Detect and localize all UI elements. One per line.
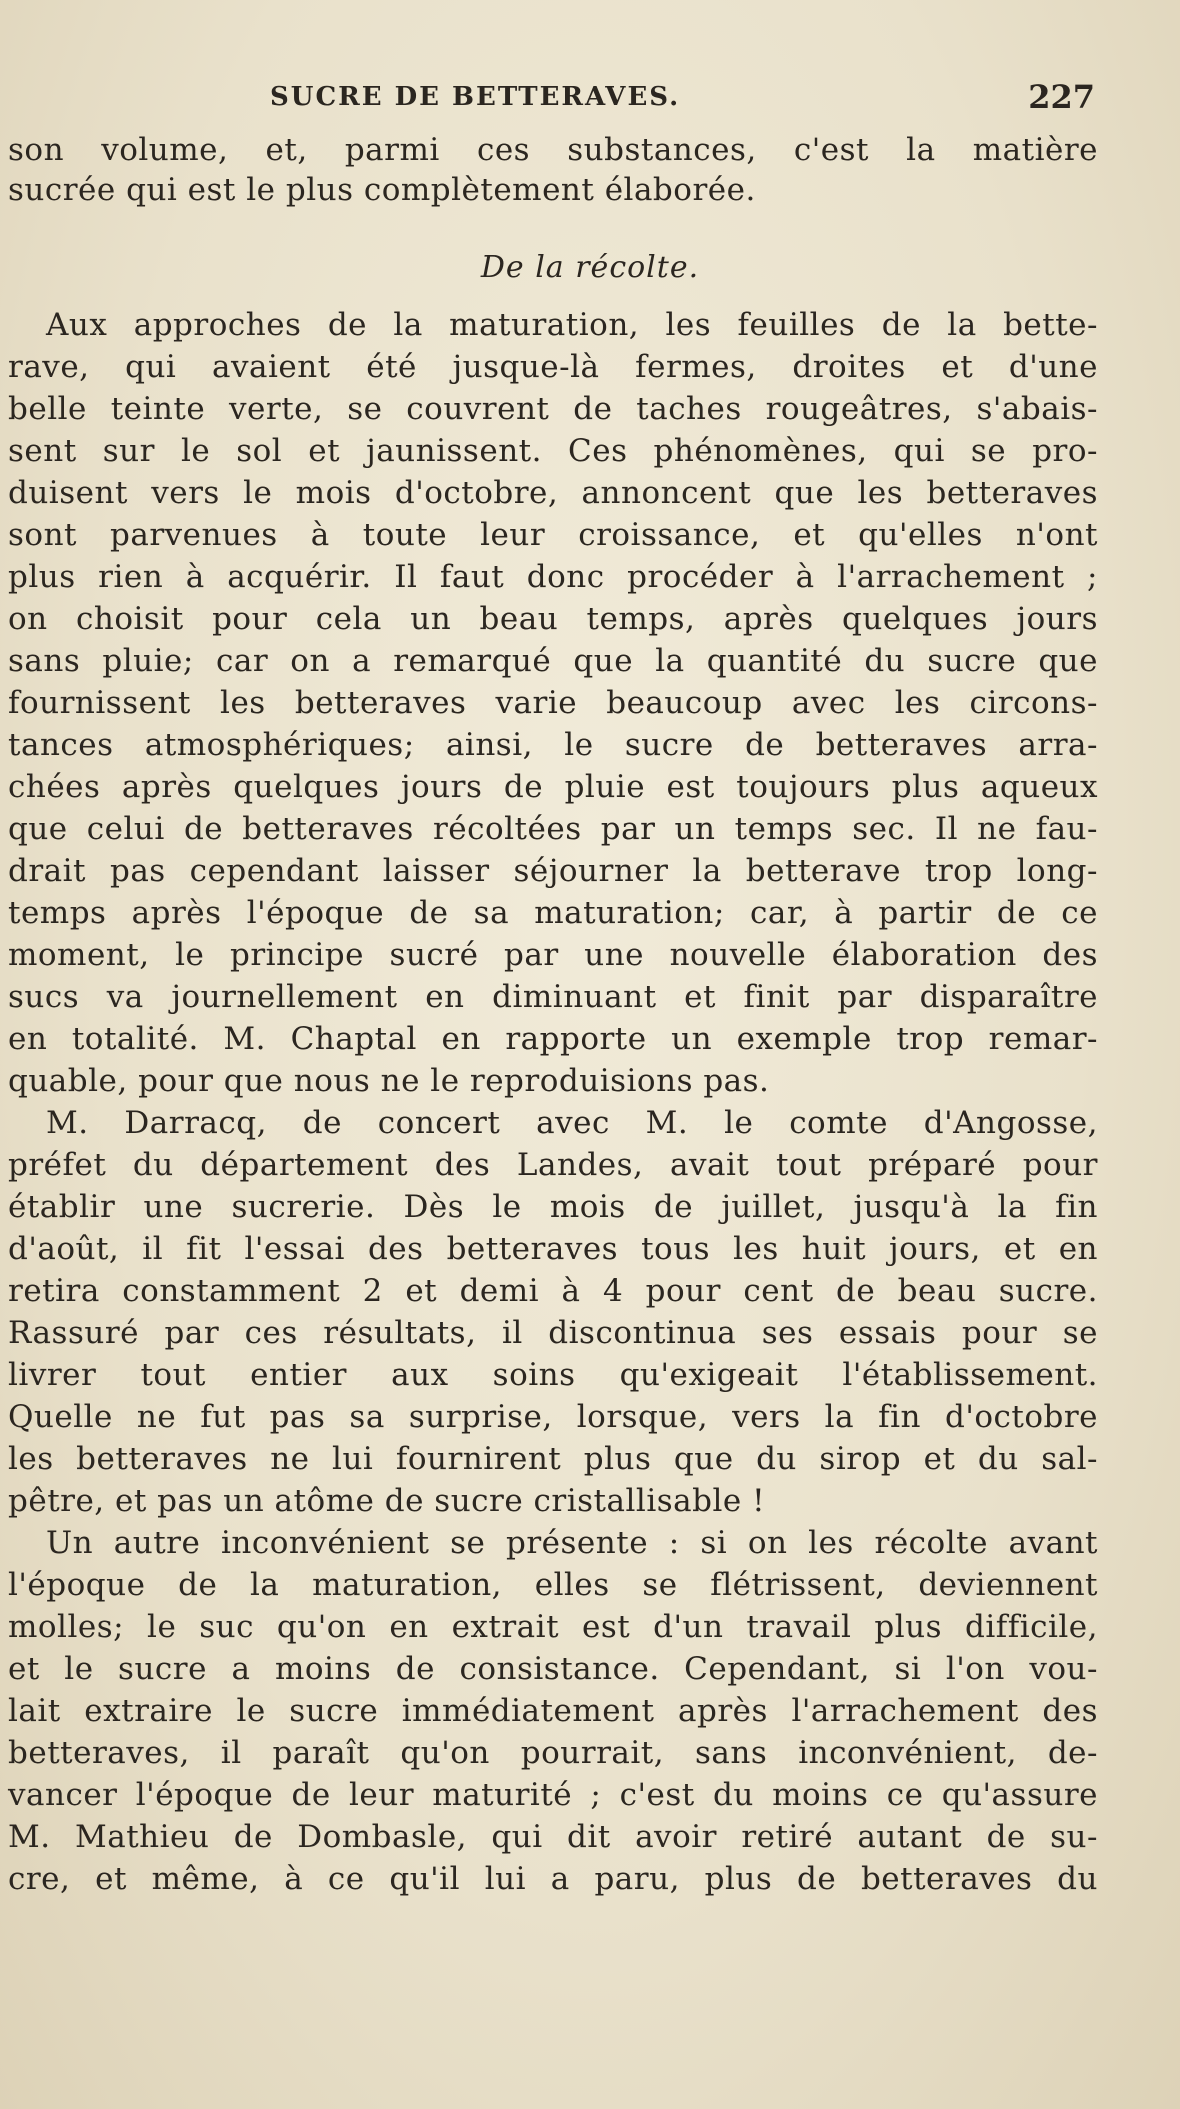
- text-line: duisent vers le mois d'octobre, annoncent que les betteraves: [8, 475, 1098, 511]
- text-line: retira constamment 2 et demi à 4 pour cent de beau sucre.: [8, 1273, 1098, 1309]
- text-line: drait pas cependant laisser séjourner la betterave trop long-: [8, 853, 1098, 889]
- text-line: et le sucre a moins de consistance. Cependant, si l'on vou-: [8, 1651, 1098, 1687]
- page-header: [0, 78, 1180, 118]
- text-line: belle teinte verte, se couvrent de taches rougeâtres, s'abais-: [8, 391, 1098, 427]
- text-line: les betteraves ne lui fournirent plus que du sirop et du sal-: [8, 1441, 1098, 1477]
- text-line: Rassuré par ces résultats, il discontinua ses essais pour se: [8, 1315, 1098, 1351]
- text-line: d'août, il fit l'essai des betteraves tous les huit jours, et en: [8, 1231, 1098, 1267]
- text-line: vancer l'époque de leur maturité ; c'est du moins ce qu'assure: [8, 1777, 1098, 1813]
- text-line: livrer tout entier aux soins qu'exigeait l'établissement.: [8, 1357, 1098, 1393]
- text-line: tances atmosphériques; ainsi, le sucre de betteraves arra-: [8, 727, 1098, 763]
- text-line: sans pluie; car on a remarqué que la quantité du sucre que: [8, 643, 1098, 679]
- text-line: établir une sucrerie. Dès le mois de juillet, jusqu'à la fin: [8, 1189, 1098, 1225]
- text-line: son volume, et, parmi ces substances, c'est la matière: [8, 132, 1098, 168]
- section-heading: De la récolte.: [480, 250, 700, 285]
- text-line: Un autre inconvénient se présente : si on les récolte avant: [46, 1525, 1098, 1561]
- text-line: M. Darracq, de concert avec M. le comte d'Angosse,: [46, 1105, 1098, 1141]
- text-line: betteraves, il paraît qu'on pourrait, sans inconvénient, de-: [8, 1735, 1098, 1771]
- text-line: en totalité. M. Chaptal en rapporte un exemple trop remar-: [8, 1021, 1098, 1057]
- text-line: sucrée qui est le plus complètement élaborée.: [8, 172, 756, 208]
- text-line: lait extraire le sucre immédiatement après l'arrachement des: [8, 1693, 1098, 1729]
- text-line: rave, qui avaient été jusque-là fermes, droites et d'une: [8, 349, 1098, 385]
- running-title: SUCRE DE BETTERAVES.: [270, 82, 681, 112]
- text-line: on choisit pour cela un beau temps, après quelques jours: [8, 601, 1098, 637]
- text-line: pêtre, et pas un atôme de sucre cristallisable !: [8, 1483, 766, 1519]
- text-line: chées après quelques jours de pluie est toujours plus aqueux: [8, 769, 1098, 805]
- text-line: molles; le suc qu'on en extrait est d'un travail plus difficile,: [8, 1609, 1098, 1645]
- text-line: que celui de betteraves récoltées par un temps sec. Il ne fau-: [8, 811, 1098, 847]
- text-line: moment, le principe sucré par une nouvelle élaboration des: [8, 937, 1098, 973]
- text-line: fournissent les betteraves varie beaucoup avec les circons-: [8, 685, 1098, 721]
- text-line: M. Mathieu de Dombasle, qui dit avoir retiré autant de su-: [8, 1819, 1098, 1855]
- page-number: 227: [1028, 78, 1095, 116]
- text-line: quable, pour que nous ne le reproduisions pas.: [8, 1063, 770, 1099]
- text-line: sont parvenues à toute leur croissance, et qu'elles n'ont: [8, 517, 1098, 553]
- text-line: Aux approches de la maturation, les feuilles de la bette-: [46, 307, 1098, 343]
- text-line: sent sur le sol et jaunissent. Ces phénomènes, qui se pro-: [8, 433, 1098, 469]
- text-line: préfet du département des Landes, avait tout préparé pour: [8, 1147, 1098, 1183]
- text-line: temps après l'époque de sa maturation; car, à partir de ce: [8, 895, 1098, 931]
- text-line: plus rien à acquérir. Il faut donc procéder à l'arrachement ;: [8, 559, 1098, 595]
- text-line: cre, et même, à ce qu'il lui a paru, plus de betteraves du: [8, 1861, 1098, 1897]
- text-line: l'époque de la maturation, elles se flétrissent, deviennent: [8, 1567, 1098, 1603]
- text-line: Quelle ne fut pas sa surprise, lorsque, vers la fin d'octobre: [8, 1399, 1098, 1435]
- text-line: sucs va journellement en diminuant et finit par disparaître: [8, 979, 1098, 1015]
